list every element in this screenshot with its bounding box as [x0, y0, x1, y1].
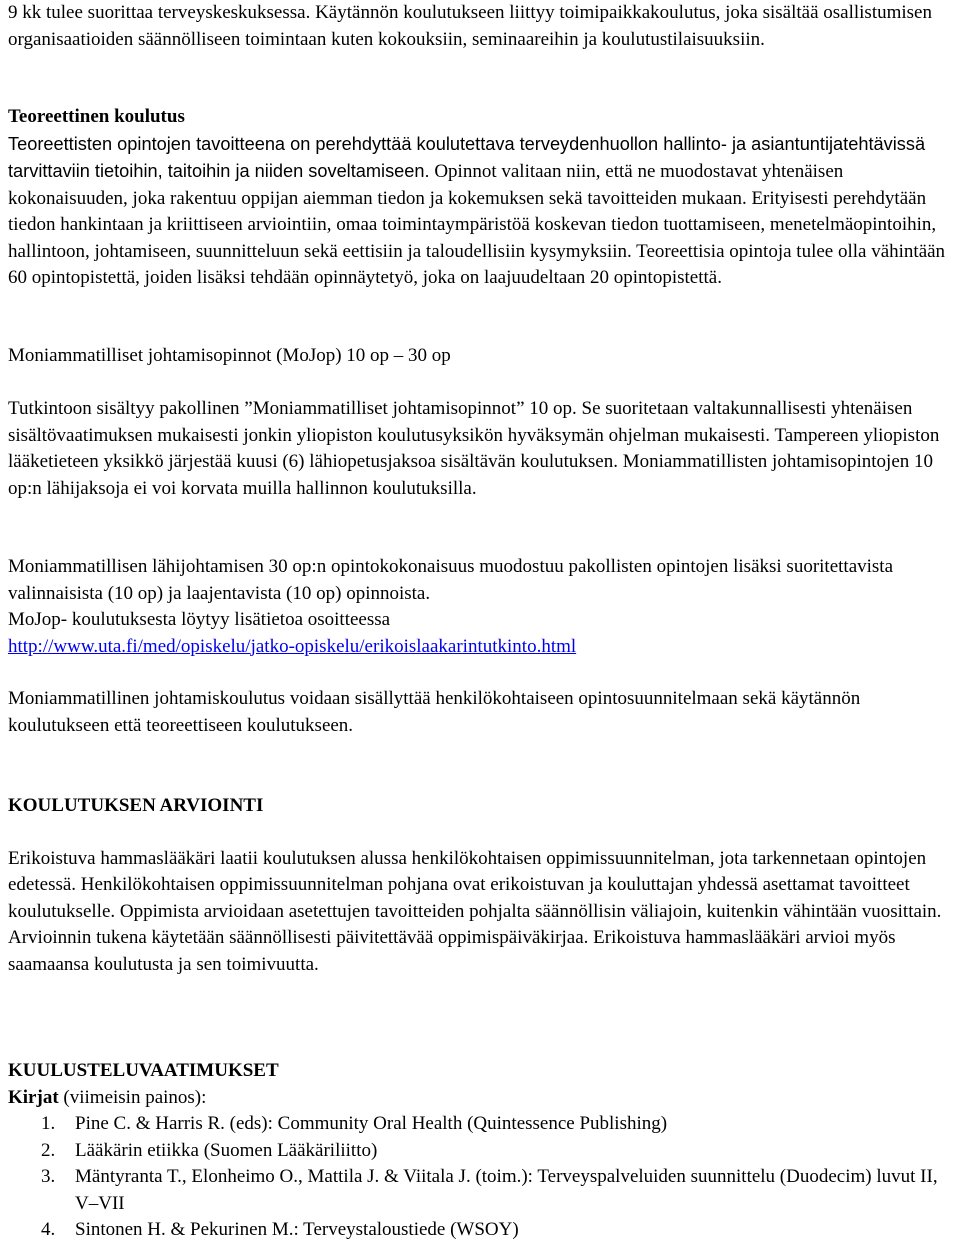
mojop-link[interactable]: http://www.uta.fi/med/opiskelu/jatko-opiskelu/erikoislaakarintutkinto.html — [8, 635, 577, 657]
list-item — [8, 1164, 953, 1217]
requirements-heading: KUULUSTELUVAATIMUKSET — [8, 1060, 279, 1081]
requirements-section — [8, 1058, 953, 1244]
mojop-paragraph-2: Moniammatillisen lähijohtamisen 30 op:n opintokokonaisuus muodostuu pakollisten opintojen lisäksi suoritettavista valinnaisista (10 op) ja laajentavista (10 op) opinnoista. — [8, 556, 894, 604]
list-number: 4. — [41, 1219, 56, 1240]
theory-heading: Teoreettinen koulutus — [8, 106, 185, 127]
books-note: (viimeisin painos): — [58, 1086, 207, 1108]
mojop-text-lead: Tutkintoon sisältyy pakollinen ”Moniammatilliset johtamisopinnot” 10 op. — [8, 398, 577, 419]
list-item — [8, 1217, 953, 1244]
evaluation-paragraph: Erikoistuva hammaslääkäri laatii koulutuksen alussa henkilökohtaisen oppimissuunnitelman, jota tarkennetaan opintojen edetessä. Henkilökohtaisen oppimissuunnitelman pohjana ovat erikoistuvan ja kouluttajan yhdessä asettamat tavoitteet koulutukselle. Oppimista arvioidaan asetettujen tavoitteiden pohjalta säännöllisin väliajoin, kuitenkin vähintään vuosittain. Arvioinnin tukena käytetään säännöllisesti päivitettävää oppimispäiväkirjaa. Erikoistuva hammaslääkäri arvioi myös saamaansa koulutusta ja sen toimivuutta. — [8, 847, 942, 975]
book-text: Pine C. & Harris R. (eds): Community Oral Health (Quintessence Publishing) — [75, 1113, 668, 1134]
list-number: 1. — [41, 1113, 56, 1134]
theory-text-sans: Teoreettisten opintojen tavoitteena on perehdyttää koulutettava terveydenhuollon hallinto- ja asiantuntijatehtävissä tarvittaviin tietoihin, taitoihin ja niiden soveltamiseen. — [8, 133, 926, 181]
theory-section — [8, 104, 953, 292]
list-item — [8, 1138, 953, 1165]
list-item — [8, 1111, 953, 1138]
list-number: 2. — [41, 1139, 56, 1161]
theory-text-serif: Opinnot valitaan niin, että ne muodostavat yhtenäisen kokonaisuuden, joka rakentuu oppijan aiemman tiedon ja kokemuksen sekä tavoitteiden mukaan. Erityisesti perehdytään tiedon hankintaan ja kriittiseen arviointiin, omaa toimintaympäristöä koskevan tiedon tuottamiseen, menetelmäopintoihin, hallintoon, johtamiseen, suunnitteluun sekä eettisiin ja taloudellisiin kysymyksiin. Teoreettisia opintoja tulee olla vähintään 60 opintopistettä, joiden lisäksi tehdään opinnäytetyö, joka on laajuudeltaan 20 opintopistettä. — [8, 161, 946, 288]
mojop-paragraph-3: MoJop- koulutuksesta löytyy lisätietoa osoitteessa — [8, 609, 391, 630]
evaluation-section — [8, 793, 953, 978]
theory-paragraph — [8, 131, 953, 292]
books-list — [8, 1111, 953, 1244]
evaluation-heading: KOULUTUKSEN ARVIOINTI — [8, 795, 264, 816]
mojop-link-line — [8, 634, 953, 661]
mojop-text-rest: Se suoritetaan valtakunnallisesti yhtenäisen sisältövaatimuksen mukaisesti jonkin yliopiston koulutusyksikön hyväksymän ohjelman mukaisesti. Tampereen yliopiston lääketieteen yksikkö järjestää kuusi (6) lähiopetusjaksoa sisältävän koulutuksen. Moniammatillisten johtamisopintojen 10 op:n lähijaksoja ei voi korvata muilla hallinnon koulutuksilla. — [8, 398, 940, 499]
books-line — [8, 1085, 953, 1112]
mojop-details — [8, 554, 953, 660]
mojop-title: Moniammatilliset johtamisopinnot (MoJop) 10 op – 30 op — [8, 345, 451, 366]
books-label: Kirjat — [8, 1086, 59, 1108]
book-text: Mäntyranta T., Elonheimo O., Mattila J. & Viitala J. (toim.): Terveyspalveluiden suunnittelu (Duodecim) luvut II, V–VII — [75, 1166, 938, 1214]
book-text: Sintonen H. & Pekurinen M.: Terveystaloustiede (WSOY) — [75, 1219, 519, 1240]
book-text: Lääkärin etiikka (Suomen Lääkäriliitto) — [75, 1139, 378, 1161]
mojop-paragraph-4: Moniammatillinen johtamiskoulutus voidaan sisällyttää henkilökohtaiseen opintosuunnitelmaan sekä käytännön koulutukseen että teoreettiseen koulutukseen. — [8, 688, 861, 736]
intro-paragraph: 9 kk tulee suorittaa terveyskeskuksessa. Käytännön koulutukseen liittyy toimipaikkakoulutus, joka sisältää osallistumisen organisaatioiden säännölliseen toimintaan kuten kokouksiin, seminaareihin ja koulutustilaisuuksiin. — [8, 2, 932, 50]
list-number: 3. — [41, 1166, 56, 1187]
mojop-paragraph-1 — [8, 396, 953, 502]
